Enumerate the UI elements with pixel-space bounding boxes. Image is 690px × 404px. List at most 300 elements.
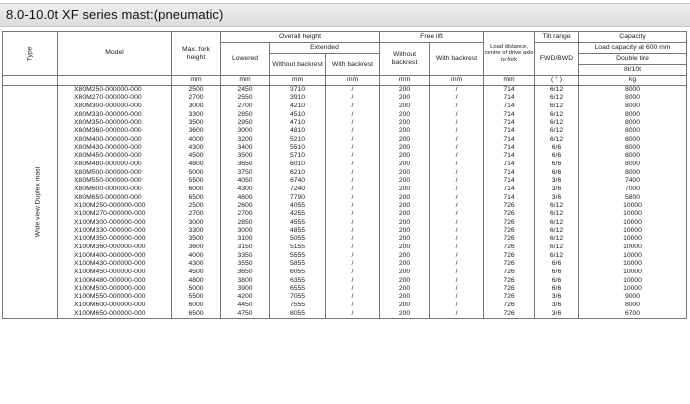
model-cell: X80M430-000000-000	[58, 144, 172, 152]
value-cell: 726	[484, 285, 535, 293]
value-cell: 6000	[172, 302, 221, 310]
value-cell: 5710	[270, 152, 326, 160]
table-row	[3, 177, 687, 185]
model-cell: X80M360-000000-000	[58, 127, 172, 135]
header-capacity: Capacity	[579, 32, 687, 43]
value-cell: 6/12	[535, 136, 579, 144]
value-cell: 10000	[579, 235, 687, 243]
value-cell: /	[430, 302, 484, 310]
value-cell: 8000	[579, 161, 687, 169]
value-cell: 200	[380, 227, 430, 235]
value-cell: 7000	[579, 186, 687, 194]
model-cell: X100M500-000000-000	[58, 285, 172, 293]
value-cell: 4000	[172, 136, 221, 144]
value-cell: /	[430, 169, 484, 177]
value-cell: 5555	[270, 252, 326, 260]
value-cell: /	[326, 293, 380, 301]
value-cell: 8000	[579, 127, 687, 135]
value-cell: 8000	[579, 136, 687, 144]
model-cell: X100M430-000000-000	[58, 260, 172, 268]
value-cell: 3650	[221, 269, 270, 277]
value-cell: /	[430, 152, 484, 160]
header-extended-without-backrest: Without backrest	[270, 54, 326, 76]
value-cell: 3710	[270, 86, 326, 95]
table-row	[3, 219, 687, 227]
value-cell: /	[326, 186, 380, 194]
value-cell: 3/6	[535, 310, 579, 319]
model-cell: X80M350-000000-000	[58, 119, 172, 127]
value-cell: 200	[380, 103, 430, 111]
value-cell: 5800	[579, 194, 687, 202]
value-cell: 3/6	[535, 177, 579, 185]
value-cell: 726	[484, 260, 535, 268]
value-cell: 7055	[270, 293, 326, 301]
table-row	[3, 252, 687, 260]
value-cell: 2500	[172, 86, 221, 95]
value-cell: 4050	[221, 177, 270, 185]
table-row	[3, 161, 687, 169]
model-cell: X80M650-000000-000	[58, 194, 172, 202]
table-row	[3, 186, 687, 194]
value-cell: 6/12	[535, 86, 579, 95]
value-cell: 6210	[270, 169, 326, 177]
value-cell: /	[326, 252, 380, 260]
unit-type-blank	[3, 76, 58, 86]
value-cell: 3500	[172, 119, 221, 127]
value-cell: 3200	[221, 136, 270, 144]
unit-cell: mm	[221, 76, 270, 86]
value-cell: /	[430, 119, 484, 127]
value-cell: 726	[484, 202, 535, 210]
value-cell: 7240	[270, 186, 326, 194]
value-cell: 4000	[172, 252, 221, 260]
header-overall-height: Overall height	[221, 32, 380, 43]
unit-cell: mm	[484, 76, 535, 86]
model-cell: X100M360-000000-000	[58, 244, 172, 252]
model-cell: X100M300-000000-000	[58, 219, 172, 227]
model-cell: X80M450-000000-000	[58, 152, 172, 160]
value-cell: 6740	[270, 177, 326, 185]
value-cell: 2700	[172, 94, 221, 102]
model-cell: X80M400-000000-000	[58, 136, 172, 144]
value-cell: 3600	[172, 244, 221, 252]
value-cell: 2950	[221, 119, 270, 127]
value-cell: 200	[380, 244, 430, 252]
title-banner	[0, 3, 690, 27]
header-extended-with-backrest: With backrest	[326, 54, 380, 76]
table-row	[3, 103, 687, 111]
value-cell: 200	[380, 277, 430, 285]
value-cell: 726	[484, 293, 535, 301]
value-cell: 8000	[579, 169, 687, 177]
value-cell: 4750	[221, 310, 270, 319]
model-cell: X80M500-000000-000	[58, 169, 172, 177]
value-cell: 714	[484, 111, 535, 119]
model-cell: X80M270-000000-000	[58, 94, 172, 102]
value-cell: 4600	[221, 194, 270, 202]
value-cell: 10000	[579, 202, 687, 210]
model-cell: X100M350-000000-000	[58, 235, 172, 243]
model-cell: X80M550-000000-000	[58, 177, 172, 185]
value-cell: /	[326, 210, 380, 218]
value-cell: /	[430, 127, 484, 135]
value-cell: 9000	[579, 293, 687, 301]
value-cell: /	[326, 94, 380, 102]
value-cell: /	[326, 127, 380, 135]
value-cell: 6/6	[535, 169, 579, 177]
value-cell: 3/6	[535, 293, 579, 301]
value-cell: 4200	[221, 293, 270, 301]
value-cell: 6/12	[535, 119, 579, 127]
value-cell: 6500	[172, 310, 221, 319]
model-cell: X80M250-000000-000	[58, 86, 172, 95]
table-row	[3, 136, 687, 144]
header-lowered: Lowered	[221, 43, 270, 76]
value-cell: /	[326, 152, 380, 160]
value-cell: 4710	[270, 119, 326, 127]
value-cell: 5155	[270, 244, 326, 252]
value-cell: 6/12	[535, 103, 579, 111]
model-cell: X100M330-000000-000	[58, 227, 172, 235]
value-cell: 714	[484, 177, 535, 185]
value-cell: 200	[380, 302, 430, 310]
value-cell: 4450	[221, 302, 270, 310]
table-row	[3, 202, 687, 210]
value-cell: 6/12	[535, 202, 579, 210]
value-cell: 10000	[579, 260, 687, 268]
value-cell: /	[326, 269, 380, 277]
value-cell: 2850	[221, 219, 270, 227]
value-cell: 2500	[172, 202, 221, 210]
value-cell: 200	[380, 136, 430, 144]
table-row	[3, 269, 687, 277]
value-cell: 714	[484, 152, 535, 160]
value-cell: 3000	[172, 219, 221, 227]
table-body	[3, 86, 687, 319]
value-cell: 4810	[270, 127, 326, 135]
header-free-lift-with-backrest: With backrest	[430, 43, 484, 76]
value-cell: 4300	[221, 186, 270, 194]
table-row	[3, 260, 687, 268]
value-cell: 3100	[221, 235, 270, 243]
header-free-lift-without-backrest: Without backrest	[380, 43, 430, 76]
table-row	[3, 310, 687, 319]
model-cell: X100M250-000000-000	[58, 202, 172, 210]
value-cell: 3400	[221, 144, 270, 152]
value-cell: 2550	[221, 94, 270, 102]
value-cell: /	[430, 86, 484, 95]
header-load-distance: Load distance, centre of drive axle to fork	[484, 32, 535, 76]
value-cell: 4300	[172, 260, 221, 268]
value-cell: 726	[484, 252, 535, 260]
value-cell: 6/12	[535, 94, 579, 102]
unit-cell: mm	[430, 76, 484, 86]
value-cell: 2600	[221, 202, 270, 210]
value-cell: 4800	[172, 277, 221, 285]
value-cell: 10000	[579, 244, 687, 252]
value-cell: 6/6	[535, 260, 579, 268]
value-cell: 726	[484, 210, 535, 218]
unit-cell: ( ° )	[535, 76, 579, 86]
value-cell: 200	[380, 260, 430, 268]
model-cell: X100M480-000000-000	[58, 277, 172, 285]
value-cell: /	[326, 235, 380, 243]
table-row	[3, 244, 687, 252]
value-cell: 6010	[270, 161, 326, 169]
value-cell: 10000	[579, 210, 687, 218]
value-cell: 6000	[172, 186, 221, 194]
value-cell: /	[430, 103, 484, 111]
value-cell: /	[430, 285, 484, 293]
value-cell: 7400	[579, 177, 687, 185]
header-model: Model	[58, 32, 172, 76]
value-cell: 6700	[579, 310, 687, 319]
value-cell: /	[430, 94, 484, 102]
value-cell: 8000	[579, 103, 687, 111]
unit-cell: mm	[380, 76, 430, 86]
value-cell: 6/12	[535, 210, 579, 218]
value-cell: 726	[484, 302, 535, 310]
value-cell: /	[430, 252, 484, 260]
value-cell: 6/6	[535, 152, 579, 160]
value-cell: /	[326, 219, 380, 227]
header-fwd-bwd: FWD/BWD	[535, 43, 579, 76]
value-cell: /	[430, 227, 484, 235]
value-cell: 3300	[172, 111, 221, 119]
value-cell: 714	[484, 186, 535, 194]
value-cell: 5055	[270, 235, 326, 243]
value-cell: 6/6	[535, 269, 579, 277]
value-cell: 5510	[270, 144, 326, 152]
header-free-lift: Free lift	[380, 32, 484, 43]
value-cell: 3800	[221, 277, 270, 285]
value-cell: 714	[484, 86, 535, 95]
value-cell: 726	[484, 219, 535, 227]
value-cell: 200	[380, 127, 430, 135]
value-cell: 10000	[579, 227, 687, 235]
value-cell: /	[326, 144, 380, 152]
value-cell: /	[326, 136, 380, 144]
value-cell: /	[326, 111, 380, 119]
value-cell: 714	[484, 119, 535, 127]
value-cell: 3/6	[535, 186, 579, 194]
value-cell: 4510	[270, 111, 326, 119]
value-cell: 6/6	[535, 144, 579, 152]
value-cell: 3500	[172, 235, 221, 243]
header-extended: Extended	[270, 43, 380, 54]
value-cell: /	[430, 244, 484, 252]
value-cell: /	[326, 161, 380, 169]
model-cell: X80M480-000000-000	[58, 161, 172, 169]
header-tonnage: 8t/10t	[624, 66, 642, 73]
value-cell: 8000	[579, 152, 687, 160]
value-cell: 726	[484, 277, 535, 285]
value-cell: 2700	[221, 103, 270, 111]
value-cell: 200	[380, 161, 430, 169]
value-cell: /	[430, 144, 484, 152]
value-cell: /	[326, 119, 380, 127]
value-cell: 10000	[579, 219, 687, 227]
value-cell: 3750	[221, 169, 270, 177]
value-cell: /	[430, 111, 484, 119]
header-tire-cell	[579, 54, 687, 76]
units-row	[3, 76, 687, 86]
value-cell: /	[430, 202, 484, 210]
value-cell: 200	[380, 169, 430, 177]
value-cell: /	[430, 269, 484, 277]
model-cell: X100M650-000000-000	[58, 310, 172, 319]
table-row	[3, 169, 687, 177]
value-cell: 7790	[270, 194, 326, 202]
value-cell: 200	[380, 119, 430, 127]
model-cell: X100M600-000000-000	[58, 302, 172, 310]
value-cell: /	[326, 177, 380, 185]
value-cell: 4855	[270, 227, 326, 235]
value-cell: /	[326, 227, 380, 235]
value-cell: 7555	[270, 302, 326, 310]
header-load-capacity-at: Load capacity at 600 mm	[579, 43, 687, 54]
value-cell: 2700	[221, 210, 270, 218]
value-cell: 2850	[221, 111, 270, 119]
value-cell: 200	[380, 194, 430, 202]
header-type: Type	[3, 32, 58, 76]
value-cell: 714	[484, 161, 535, 169]
value-cell: /	[430, 277, 484, 285]
value-cell: 3350	[221, 252, 270, 260]
table-row	[3, 302, 687, 310]
value-cell: 714	[484, 194, 535, 202]
value-cell: 8000	[579, 119, 687, 127]
table-row	[3, 152, 687, 160]
value-cell: /	[326, 202, 380, 210]
value-cell: 10000	[579, 277, 687, 285]
value-cell: 200	[380, 111, 430, 119]
value-cell: 714	[484, 169, 535, 177]
value-cell: 8055	[270, 310, 326, 319]
table-row	[3, 235, 687, 243]
model-cell: X100M450-000000-000	[58, 269, 172, 277]
value-cell: 6/6	[535, 277, 579, 285]
value-cell: 200	[380, 177, 430, 185]
value-cell: 200	[380, 310, 430, 319]
value-cell: 4500	[172, 152, 221, 160]
value-cell: /	[430, 210, 484, 218]
value-cell: 200	[380, 285, 430, 293]
value-cell: 5500	[172, 293, 221, 301]
value-cell: /	[430, 235, 484, 243]
value-cell: /	[430, 293, 484, 301]
value-cell: 6/12	[535, 227, 579, 235]
table-row	[3, 119, 687, 127]
value-cell: 8000	[579, 86, 687, 95]
value-cell: 714	[484, 103, 535, 111]
value-cell: 200	[380, 235, 430, 243]
value-cell: /	[326, 260, 380, 268]
value-cell: 200	[380, 293, 430, 301]
unit-model-blank	[58, 76, 172, 86]
value-cell: 8000	[579, 302, 687, 310]
value-cell: 3/6	[535, 302, 579, 310]
table-row	[3, 194, 687, 202]
value-cell: 6/12	[535, 235, 579, 243]
value-cell: 714	[484, 144, 535, 152]
value-cell: 714	[484, 136, 535, 144]
model-cell: X80M330-000000-000	[58, 111, 172, 119]
value-cell: 3000	[172, 103, 221, 111]
header-double-tire: Double tire	[579, 54, 686, 65]
value-cell: 4555	[270, 219, 326, 227]
value-cell: 10000	[579, 252, 687, 260]
model-cell: X100M400-000000-000	[58, 252, 172, 260]
table-row	[3, 277, 687, 285]
value-cell: 200	[380, 186, 430, 194]
value-cell: 6/12	[535, 252, 579, 260]
value-cell: 726	[484, 310, 535, 319]
value-cell: 3150	[221, 244, 270, 252]
unit-cell: mm	[326, 76, 380, 86]
value-cell: 200	[380, 219, 430, 227]
value-cell: 714	[484, 94, 535, 102]
value-cell: 6500	[172, 194, 221, 202]
value-cell: 2450	[221, 86, 270, 95]
value-cell: 6/12	[535, 219, 579, 227]
value-cell: 3000	[221, 127, 270, 135]
value-cell: 200	[380, 252, 430, 260]
value-cell: /	[430, 194, 484, 202]
value-cell: 4255	[270, 210, 326, 218]
value-cell: 3910	[270, 94, 326, 102]
table-row	[3, 144, 687, 152]
unit-cell: kg	[579, 76, 687, 86]
value-cell: 714	[484, 127, 535, 135]
value-cell: 10000	[579, 269, 687, 277]
value-cell: 6355	[270, 277, 326, 285]
value-cell: 6055	[270, 269, 326, 277]
value-cell: 6/12	[535, 127, 579, 135]
value-cell: 4300	[172, 144, 221, 152]
value-cell: 5500	[172, 177, 221, 185]
value-cell: 3550	[221, 260, 270, 268]
value-cell: 5000	[172, 169, 221, 177]
model-cell: X100M270-000000-000	[58, 210, 172, 218]
value-cell: 200	[380, 144, 430, 152]
value-cell: 726	[484, 269, 535, 277]
value-cell: 3300	[172, 227, 221, 235]
unit-cell: mm	[172, 76, 221, 86]
value-cell: 6/12	[535, 244, 579, 252]
value-cell: /	[430, 177, 484, 185]
value-cell: 726	[484, 227, 535, 235]
table-row	[3, 94, 687, 102]
value-cell: 4210	[270, 103, 326, 111]
value-cell: 4500	[172, 269, 221, 277]
table-row	[3, 111, 687, 119]
model-cell: X80M300-000000-000	[58, 103, 172, 111]
value-cell: 200	[380, 94, 430, 102]
value-cell: 5000	[172, 285, 221, 293]
value-cell: 6/12	[535, 111, 579, 119]
model-cell: X100M550-000000-000	[58, 293, 172, 301]
value-cell: 726	[484, 235, 535, 243]
value-cell: /	[326, 194, 380, 202]
value-cell: 3/6	[535, 194, 579, 202]
table-row	[3, 210, 687, 218]
value-cell: /	[326, 244, 380, 252]
type-cell	[3, 86, 58, 319]
value-cell: 5855	[270, 260, 326, 268]
value-cell: 3900	[221, 285, 270, 293]
value-cell: 726	[484, 244, 535, 252]
